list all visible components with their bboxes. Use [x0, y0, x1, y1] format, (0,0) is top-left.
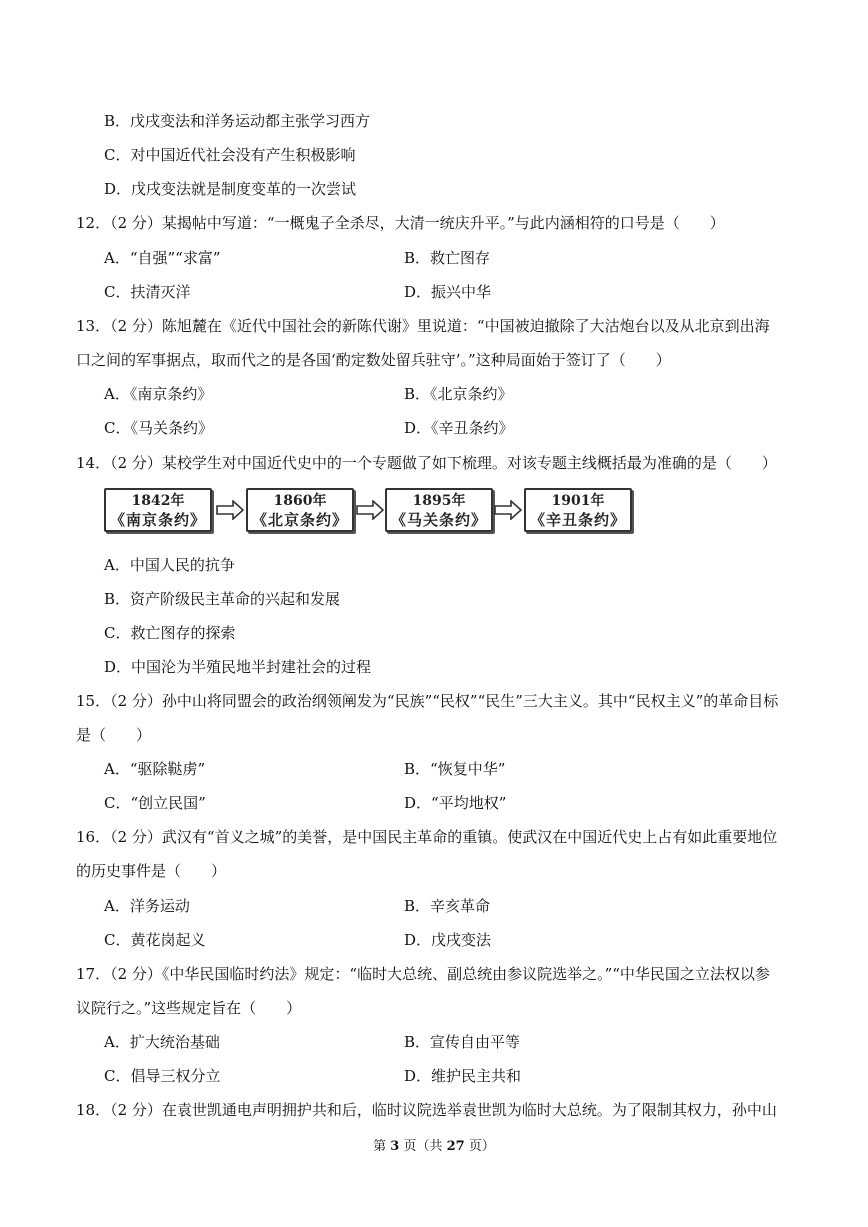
q16-stem-line2: 的历史事件是（ ） — [76, 862, 227, 880]
footer-page-number: 3 — [390, 1139, 400, 1154]
q17-option-c: C．倡导三权分立 — [104, 1067, 221, 1085]
timeline-box-1895 — [385, 488, 493, 532]
timeline-year: 1895年 — [412, 493, 466, 509]
q12-option-d: D．振兴中华 — [404, 283, 492, 301]
q12-option-b: B．救亡图存 — [404, 249, 491, 267]
q11-option-d: D．戊戌变法就是制度变革的一次尝试 — [104, 180, 357, 198]
q16-option-a: A．洋务运动 — [104, 897, 190, 915]
q18-stem-line1: 18．（2 分）在袁世凯通电声明拥护共和后，临时议院选举袁世凯为临时大总统。为了限制其权力，孙中山 — [76, 1101, 777, 1119]
q15-stem-line1: 15．（2 分）孙中山将同盟会的政治纲领阐发为“民族”“民权”“民生”三大主义。其中“民权主义”的革命目标 — [76, 692, 779, 710]
q12-stem: 12．（2 分）某揭帖中写道：“一概鬼子全杀尽，大清一统庆升平。”与此内涵相符的口号是（ ） — [76, 214, 725, 232]
q14-stem: 14．（2 分）某校学生对中国近代史中的一个专题做了如下梳理。对该专题主线概括最为准确的是（ ） — [76, 454, 777, 472]
q14-option-b: B．资产阶级民主革命的兴起和发展 — [104, 590, 341, 608]
timeline-treaty: 《北京条约》 — [251, 511, 348, 529]
timeline-box-1842 — [104, 488, 212, 532]
q13-stem-line1: 13．（2 分）陈旭麓在《近代中国社会的新陈代谢》里说道：“中国被迫撤除了大沽炮台以及从北京到出海 — [76, 317, 770, 335]
q13-option-b: B．《北京条约》 — [404, 385, 513, 403]
q17-stem-line1: 17．（2 分）《中华民国临时约法》规定：“临时大总统、副总统由参议院选举之。”“中华民国之立法权以参 — [76, 965, 770, 983]
q17-option-a: A．扩大统治基础 — [104, 1033, 220, 1051]
q15-option-a: A．“驱除鞑虏” — [104, 760, 206, 778]
q13-stem-line2: 口之间的军事据点，取而代之的是各国‘酌定数处留兵驻守’。”这种局面始于签订了（ ） — [76, 351, 671, 369]
timeline-treaty: 《南京条约》 — [109, 511, 206, 529]
footer-total-pages: 27 — [446, 1139, 465, 1154]
timeline-year: 1860年 — [273, 493, 327, 509]
q14-option-d: D．中国沦为半殖民地半封建社会的过程 — [104, 658, 372, 676]
q11-option-b: B．戊戌变法和洋务运动都主张学习西方 — [104, 112, 371, 130]
arrow-right-icon — [216, 500, 244, 520]
q14-option-a: A．中国人民的抗争 — [104, 556, 235, 574]
q16-option-b: B．辛亥革命 — [404, 897, 491, 915]
q17-option-b: B．宣传自由平等 — [404, 1033, 521, 1051]
q12-option-a: A．“自强”“求富” — [104, 249, 221, 267]
timeline-treaty: 《马关条约》 — [390, 511, 487, 529]
page-footer — [0, 1138, 868, 1156]
timeline-treaty: 《辛丑条约》 — [529, 511, 626, 529]
q15-option-c: C．“创立民国” — [104, 794, 206, 812]
timeline-year: 1901年 — [551, 493, 605, 509]
footer-suffix: 页） — [464, 1139, 495, 1154]
treaty-timeline — [104, 488, 634, 534]
timeline-box-1860 — [246, 488, 354, 532]
timeline-box-1901 — [524, 488, 632, 532]
arrow-right-icon — [494, 500, 522, 520]
q13-option-a: A．《南京条约》 — [104, 385, 213, 403]
q16-option-d: D．戊戌变法 — [404, 931, 492, 949]
q14-option-c: C．救亡图存的探索 — [104, 624, 236, 642]
footer-prefix: 第 — [373, 1139, 391, 1154]
q15-option-d: D．“平均地权” — [404, 794, 507, 812]
timeline-year: 1842年 — [131, 493, 185, 509]
q15-stem-line2: 是（ ） — [76, 726, 152, 744]
q16-option-c: C．黄花岗起义 — [104, 931, 206, 949]
q11-option-c: C．对中国近代社会没有产生积极影响 — [104, 146, 356, 164]
q15-option-b: B．“恢复中华” — [404, 760, 506, 778]
q16-stem-line1: 16．（2 分）武汉有“首义之城”的美誉，是中国民主革命的重镇。使武汉在中国近代史上占有如此重要地位 — [76, 828, 778, 846]
footer-middle: 页（共 — [399, 1139, 447, 1154]
arrow-right-icon — [356, 500, 384, 520]
q17-option-d: D．维护民主共和 — [404, 1067, 522, 1085]
q12-option-c: C．扶清灭洋 — [104, 283, 191, 301]
q13-option-d: D．《辛丑条约》 — [404, 419, 514, 437]
q17-stem-line2: 议院行之。”这些规定旨在（ ） — [76, 999, 302, 1017]
q13-option-c: C．《马关条约》 — [104, 419, 213, 437]
